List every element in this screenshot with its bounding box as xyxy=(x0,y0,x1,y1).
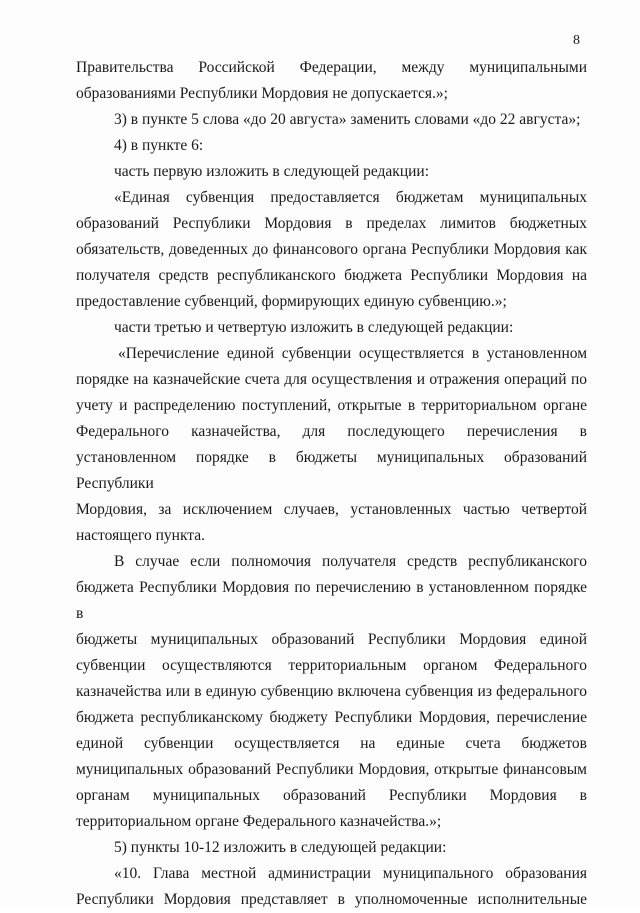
text-line: части третью и четвертую изложить в следующей редакции: xyxy=(114,319,514,336)
text-line: «10. Глава местной администрации муниципального образования xyxy=(114,865,587,882)
text-line: Федерального казначейства, для последующего перечисления в xyxy=(76,423,587,440)
text-line: установленном порядке в бюджеты муниципальных образований Республики xyxy=(76,449,587,492)
text-line: обязательств, доведенных до финансового органа Республики Мордовия как xyxy=(76,241,587,258)
text-line: образованиями Республики Мордовия не допускается.»; xyxy=(76,85,448,102)
text-line: единой субвенции осуществляется на единые счета бюджетов xyxy=(76,735,587,752)
text-line: бюджета республиканскому бюджету Республики Мордовия, перечисление xyxy=(76,709,587,726)
text-line: бюджеты муниципальных образований Республики Мордовия единой xyxy=(76,631,587,648)
text-line: Республики Мордовия представляет в уполномоченные исполнительные xyxy=(76,891,587,908)
text-line: муниципальных образований Республики Мордовия, открытые финансовым xyxy=(76,761,587,778)
text-line: 4) в пункте 6: xyxy=(114,137,204,154)
text-line: бюджета Республики Мордовия по перечислению в установленном порядке в xyxy=(76,579,587,622)
text-line: образований Республики Мордовия в пределах лимитов бюджетных xyxy=(76,215,587,232)
text-line: «Перечисление единой субвенции осуществляется в установленном xyxy=(118,345,587,362)
text-line: порядке на казначейские счета для осуществления и отражения операций по xyxy=(76,371,587,388)
text-line: казначейства или в единую субвенцию включена субвенция из федерального xyxy=(76,683,587,700)
text-line: часть первую изложить в следующей редакции: xyxy=(114,163,430,180)
text-line: Мордовия, за исключением случаев, установленных частью четвертой xyxy=(76,501,587,518)
text-line: субвенции осуществляются территориальным органом Федерального xyxy=(76,657,587,674)
text-line: получателя средств республиканского бюджета Республики Мордовия на xyxy=(76,267,587,284)
text-line: учету и распределению поступлений, открытые в территориальном органе xyxy=(76,397,587,414)
text-line: «Единая субвенция предоставляется бюджетам муниципальных xyxy=(114,189,587,206)
text-line: 5) пункты 10-12 изложить в следующей редакции: xyxy=(114,839,447,856)
text-line: Правительства Российской Федерации, между муниципальными xyxy=(76,59,587,76)
text-line: органам муниципальных образований Республики Мордовия в xyxy=(76,787,587,804)
text-line: настоящего пункта. xyxy=(76,527,206,544)
text-line: территориальном органе Федерального казначейства.»; xyxy=(76,813,442,830)
page-number: 8 xyxy=(573,33,580,48)
document-body xyxy=(76,55,587,913)
text-line: предоставление субвенций, формирующих единую субвенцию.»; xyxy=(76,293,507,310)
text-line: 3) в пункте 5 слова «до 20 августа» заменить словами «до 22 августа»; xyxy=(114,111,581,128)
text-line: В случае если полномочия получателя средств республиканского xyxy=(114,553,587,570)
